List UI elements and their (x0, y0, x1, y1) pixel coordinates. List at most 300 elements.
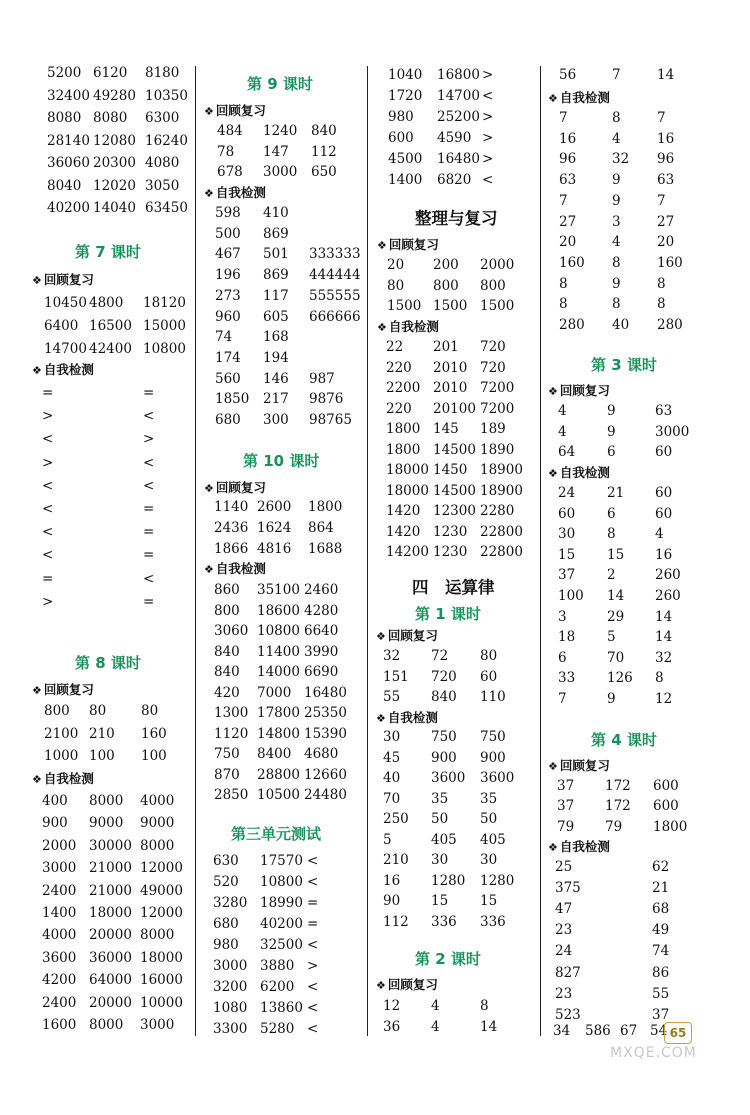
cell: 1800 (653, 818, 688, 835)
cell: 4280 (304, 602, 339, 619)
cell: 147 (263, 143, 289, 160)
section-label: 回顾复习 (215, 480, 266, 495)
cell: 37 (558, 567, 576, 584)
cell: < (307, 1021, 319, 1037)
cell: 160 (141, 725, 167, 742)
cell: 33 (558, 670, 576, 687)
column-4 (540, 0, 750, 1115)
cell: 40200 (47, 200, 90, 216)
cell: 3600 (480, 770, 515, 786)
cell: 160 (559, 254, 585, 271)
cell: 18000 (386, 462, 429, 478)
check-label (548, 88, 610, 106)
cell: 20 (387, 257, 405, 273)
cell: 32400 (47, 87, 90, 104)
cell: 405 (431, 831, 457, 848)
cell: 560 (215, 370, 241, 387)
cell: 7 (559, 110, 568, 126)
cell: 15 (607, 546, 625, 563)
cell: 680 (213, 916, 239, 932)
cell: 42400 (89, 341, 132, 357)
cell: 6 (607, 444, 616, 461)
cell: 21000 (89, 882, 132, 899)
cell: 12000 (140, 860, 183, 877)
cell: 55 (652, 985, 670, 1002)
cell: < (307, 1000, 319, 1016)
review-label (377, 235, 439, 253)
cell: 8 (657, 296, 666, 313)
cell: 800 (44, 703, 70, 719)
cell: 9 (607, 691, 616, 707)
section-label: 回顾复习 (43, 682, 94, 697)
cell: 15 (558, 546, 576, 563)
cell: 523 (555, 1006, 581, 1023)
cell: 10500 (257, 787, 300, 803)
cell: 14 (607, 588, 625, 604)
cell: 11400 (257, 643, 300, 660)
cell: 189 (480, 421, 506, 437)
diamond-icon: ❖ (32, 274, 42, 287)
cell: 800 (214, 602, 240, 619)
diamond-icon: ❖ (376, 712, 386, 725)
cell: 1230 (433, 544, 468, 560)
cell: 1080 (213, 1000, 248, 1016)
cell: 650 (311, 164, 337, 180)
cell: < (42, 524, 54, 541)
section-label: 回顾复习 (43, 272, 94, 287)
cell: 864 (308, 519, 334, 536)
diamond-icon: ❖ (204, 482, 214, 495)
cell: < (42, 431, 54, 448)
cell: 47 (555, 901, 573, 918)
cell: 333333 (309, 246, 361, 263)
cell: 600 (388, 130, 414, 146)
cell: 6120 (93, 65, 128, 81)
cell: 8 (480, 998, 489, 1014)
section-label: 回顾复习 (559, 758, 610, 773)
cell: 34 (553, 1023, 571, 1039)
cell: < (42, 501, 54, 517)
cell: 630 (213, 853, 239, 869)
cell: < (307, 853, 319, 869)
cell: 4 (431, 1019, 440, 1035)
diamond-icon: ❖ (548, 385, 558, 398)
cell: 8080 (93, 110, 128, 126)
cell: 9 (612, 192, 621, 209)
cell: 3000 (213, 958, 248, 974)
cell: 666666 (309, 308, 361, 325)
cell: 67 (620, 1023, 638, 1039)
cell: 3000 (42, 860, 77, 877)
cell: 12080 (93, 132, 136, 149)
cell: 800 (480, 277, 506, 294)
cell: 24480 (304, 787, 347, 803)
diamond-icon: ❖ (548, 467, 558, 480)
cell: 12300 (433, 503, 476, 519)
cell: 6820 (437, 172, 472, 188)
cell: 35 (431, 790, 449, 807)
cell: < (143, 408, 155, 425)
cell: 10450 (44, 295, 87, 311)
cell: 217 (263, 391, 289, 408)
cell: 3280 (213, 895, 248, 911)
cell: 1850 (215, 391, 250, 408)
cell: 49280 (93, 87, 136, 104)
cell: 840 (214, 643, 240, 660)
diamond-icon: ❖ (548, 92, 558, 105)
cell: 1120 (214, 725, 249, 742)
cell: 750 (214, 746, 240, 762)
cell: 10000 (140, 994, 183, 1011)
cell: 20000 (89, 927, 132, 944)
cell: 3 (558, 608, 567, 625)
cell: 100 (141, 748, 167, 764)
cell: 18000 (89, 905, 132, 921)
column-1 (0, 0, 195, 1115)
cell: 7 (612, 67, 621, 83)
cell: 35 (480, 790, 498, 807)
cell: 200 (433, 257, 459, 273)
cell: 60 (655, 485, 673, 501)
review-label (32, 680, 94, 698)
cell: 405 (480, 831, 506, 848)
cell: 4 (558, 403, 567, 419)
cell: > (42, 593, 54, 610)
cell: 55 (383, 689, 401, 705)
check-label (204, 559, 266, 577)
cell: 12660 (304, 766, 347, 783)
cell: 750 (431, 729, 457, 745)
cell: 3000 (140, 1017, 175, 1033)
cell: 9000 (89, 815, 124, 832)
cell: 23 (555, 985, 573, 1002)
cell: 23 (555, 922, 573, 939)
cell: 32 (612, 151, 630, 168)
cell: 16 (655, 546, 673, 563)
section-label: 回顾复习 (387, 977, 438, 992)
cell: 598 (215, 205, 241, 221)
cell: 14000 (257, 664, 300, 680)
cell: 2200 (386, 380, 421, 396)
cell: 3200 (213, 979, 248, 995)
cell: 18 (558, 629, 576, 646)
cell: 7 (657, 192, 666, 209)
section-label: 自我检测 (215, 185, 266, 200)
cell: 8080 (47, 110, 82, 126)
cell: 1420 (386, 523, 421, 540)
cell: 90 (383, 893, 401, 909)
cell: 2460 (304, 582, 339, 598)
cell: 210 (383, 852, 409, 868)
cell: 4000 (140, 793, 175, 809)
cell: 870 (214, 766, 240, 783)
cell: 605 (263, 308, 289, 325)
cell: 36000 (89, 949, 132, 966)
cell: 4800 (89, 295, 124, 311)
cell: 840 (214, 664, 240, 680)
cell: 7200 (480, 380, 515, 396)
cell: 27 (559, 213, 577, 230)
cell: 80 (141, 703, 159, 719)
cell: 3990 (304, 643, 339, 660)
cell: 32500 (260, 937, 303, 953)
cell: 36060 (47, 155, 90, 171)
check-label (376, 708, 438, 726)
cell: 900 (480, 749, 506, 766)
cell: 146 (263, 370, 289, 387)
cell: 1140 (214, 499, 249, 515)
diamond-icon: ❖ (376, 979, 386, 992)
cell: 3 (612, 213, 621, 230)
cell: 56 (559, 67, 577, 83)
cell: 117 (263, 287, 289, 304)
cell: < (307, 874, 319, 890)
cell: = (143, 501, 155, 517)
cell: 16 (559, 130, 577, 147)
diamond-icon: ❖ (204, 563, 214, 576)
cell: 410 (263, 205, 289, 221)
cell: 1240 (263, 123, 298, 139)
cell: = (307, 916, 319, 932)
cell: = (143, 593, 155, 610)
cell: 37 (652, 1006, 670, 1023)
cell: 4 (655, 526, 664, 543)
cell: 80 (480, 648, 498, 664)
watermark: MXQE.COM (610, 1045, 697, 1061)
cell: 20100 (433, 400, 476, 417)
cell: < (307, 937, 319, 953)
cell: = (143, 524, 155, 541)
cell: 484 (217, 123, 243, 139)
cell: 16240 (145, 132, 188, 149)
cell: 18900 (480, 462, 523, 478)
cell: 22 (386, 339, 404, 355)
cell: 15 (431, 893, 449, 909)
diamond-icon: ❖ (204, 105, 214, 118)
cell: 13860 (260, 1000, 303, 1016)
cell: 160 (657, 254, 683, 271)
cell: 2010 (433, 359, 468, 376)
cell: 14 (657, 67, 675, 83)
section-label: 回顾复习 (388, 237, 439, 252)
cell: 172 (605, 798, 631, 815)
cell: 1400 (42, 905, 77, 921)
cell: 63450 (145, 200, 188, 216)
cell: 79 (557, 818, 575, 835)
cell: 280 (657, 317, 683, 333)
cell: 16800 (437, 67, 480, 83)
cell: 16480 (304, 684, 347, 701)
section-label: 自我检测 (559, 839, 610, 854)
cell: 860 (214, 582, 240, 598)
cell: 8000 (140, 837, 175, 854)
cell: 4 (558, 423, 567, 440)
cell: 9876 (309, 391, 344, 408)
cell: 72 (431, 648, 449, 664)
cell: 172 (605, 778, 631, 794)
cell: 3600 (42, 949, 77, 966)
cell: 1400 (388, 172, 423, 188)
diamond-icon: ❖ (204, 187, 214, 200)
cell: 35100 (257, 582, 300, 598)
cell: 8040 (47, 177, 82, 194)
cell: 3300 (213, 1021, 248, 1037)
cell: < (42, 477, 54, 494)
cell: 18000 (386, 482, 429, 499)
cell: 62 (652, 859, 670, 875)
cell: 32 (383, 648, 401, 664)
cell: = (307, 895, 319, 911)
diamond-icon: ❖ (32, 684, 42, 697)
cell: 2850 (214, 787, 249, 803)
cell: 2600 (257, 499, 292, 515)
cell: 86 (652, 964, 670, 981)
cell: 112 (383, 913, 409, 930)
cell: 63 (655, 403, 673, 419)
cell: 16500 (89, 318, 132, 334)
cell: 900 (431, 749, 457, 766)
cell: 100 (89, 748, 115, 764)
cell: < (482, 172, 494, 188)
cell: 63 (559, 172, 577, 189)
cell: 14500 (433, 482, 476, 499)
cell: 126 (607, 670, 633, 687)
cell: 8400 (257, 746, 292, 762)
cell: 8 (612, 110, 621, 126)
cell: 869 (263, 225, 289, 242)
review-label (204, 478, 266, 496)
cell: 18000 (140, 949, 183, 966)
cell: 28140 (47, 132, 90, 149)
lesson-title: 第三单元测试 (231, 825, 322, 843)
review-label (548, 381, 610, 399)
cell: 29 (607, 608, 625, 625)
cell: 14 (480, 1019, 498, 1035)
cell: 250 (383, 811, 409, 827)
cell: > (143, 431, 155, 448)
diamond-icon: ❖ (548, 760, 558, 773)
cell: 800 (433, 277, 459, 294)
cell: 7 (558, 691, 567, 707)
cell: 16 (383, 872, 401, 889)
cell: 3600 (431, 770, 466, 786)
cell: 2280 (480, 503, 515, 519)
cell: 720 (431, 668, 457, 685)
cell: 18120 (143, 295, 186, 311)
cell: 25 (555, 859, 573, 875)
lesson-title: 第 10 课时 (243, 452, 320, 470)
cell: 18900 (480, 482, 523, 499)
cell: 1800 (308, 499, 343, 515)
cell: 54 (650, 1023, 668, 1039)
cell: 30000 (89, 837, 132, 854)
cell: 36 (383, 1019, 401, 1035)
section-label: 自我检测 (387, 710, 438, 725)
cell: 8000 (89, 793, 124, 809)
cell: 1040 (388, 67, 423, 83)
cell: 6300 (145, 110, 180, 126)
cell: 27 (657, 213, 675, 230)
cell: 3000 (263, 164, 298, 180)
lesson-title: 第 2 课时 (415, 950, 481, 968)
cell: 5280 (260, 1021, 295, 1037)
cell: 420 (214, 684, 240, 701)
cell: 7200 (480, 400, 515, 417)
cell: 20300 (93, 155, 136, 171)
cell: 7 (559, 192, 568, 209)
cell: 14700 (44, 341, 87, 357)
cell: 444444 (309, 267, 361, 284)
check-label (204, 183, 266, 201)
cell: 4590 (437, 130, 472, 146)
cell: 8 (559, 275, 568, 292)
cell: 750 (480, 729, 506, 745)
cell: 6200 (260, 979, 295, 995)
check-label (377, 317, 439, 335)
section-label: 回顾复习 (559, 383, 610, 398)
cell: 6640 (304, 623, 339, 639)
cell: 1280 (431, 872, 466, 889)
check-label (548, 837, 610, 855)
cell: 28800 (257, 766, 300, 783)
cell: 4080 (145, 155, 180, 171)
cell: 336 (480, 913, 506, 930)
cell: 14040 (93, 200, 136, 216)
cell: 467 (215, 246, 241, 263)
cell: 151 (383, 668, 409, 685)
cell: 6 (558, 649, 567, 666)
cell: 6690 (304, 664, 339, 680)
cell: 78 (217, 143, 235, 160)
cell: 110 (480, 689, 506, 705)
cell: 174 (215, 349, 241, 366)
cell: 20 (559, 234, 577, 251)
cell: 220 (386, 359, 412, 376)
cell: 20000 (89, 994, 132, 1011)
cell: 4 (612, 130, 621, 147)
cell: 60 (480, 668, 498, 685)
cell: 8 (655, 670, 664, 687)
cell: 1624 (257, 519, 292, 536)
cell: 79 (605, 818, 623, 835)
cell: 500 (215, 225, 241, 242)
cell: 4 (431, 998, 440, 1014)
cell: 24 (555, 943, 573, 960)
cell: 9 (607, 403, 616, 419)
cell: 4200 (42, 972, 77, 989)
cell: 1600 (42, 1017, 77, 1033)
cell: > (482, 109, 494, 125)
cell: 60 (655, 444, 673, 461)
cell: 5 (607, 629, 616, 646)
cell: 68 (652, 901, 670, 918)
cell: 555555 (309, 287, 361, 304)
lesson-title: 第 9 课时 (247, 75, 313, 93)
cell: 260 (655, 567, 681, 584)
cell: 7000 (257, 684, 292, 701)
cell: 1890 (480, 441, 515, 458)
cell: 49 (652, 922, 670, 939)
cell: 1280 (480, 872, 515, 889)
cell: < (307, 979, 319, 995)
cell: 194 (263, 349, 289, 366)
cell: 987 (309, 370, 335, 387)
cell: > (42, 454, 54, 471)
cell: 501 (263, 246, 289, 263)
cell: 960 (215, 308, 241, 325)
diamond-icon: ❖ (377, 239, 387, 252)
cell: 586 (585, 1023, 611, 1039)
